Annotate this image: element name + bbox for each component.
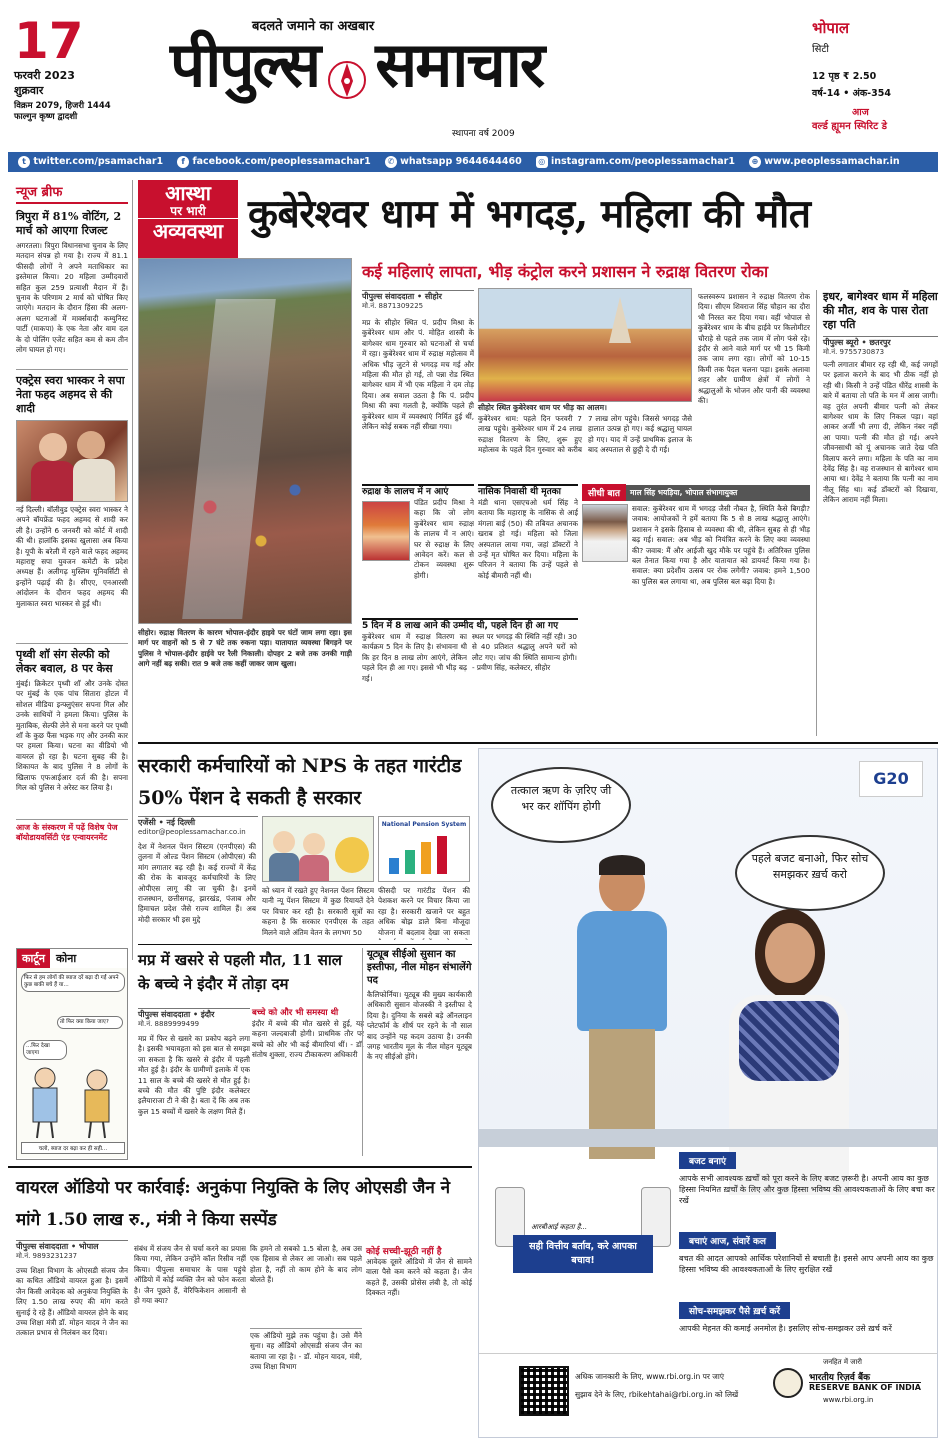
brief-headline: पृथ्वी शॉ संग सेल्फी को लेकर बवाल, 8 पर केस	[16, 648, 113, 675]
volume: वर्ष-14 • अंक-354	[812, 88, 891, 99]
measles-kicker: बच्चे को और भी समस्या थी	[252, 1008, 339, 1018]
brief-body: मुंबई। क्रिकेटर पृथ्वी शॉ और उनके दोस्त पर मुंबई के एक पांच सितारा होटल में सोशल मीडिया इन्फ्लुएंसर सपना गिल और उनके साथियों ने हमला किया। पुलिस के मुताबिक, सेल्फी लेने से मना करने पर पृथ्वी शॉ के कुछ फैंस भड़क गए और उनकी कार पर हमला किया। घटना का वीडियो भी वायरल हो रहा है। घटना सुबह की है। शिकायत के बाद पुलिस ने 8 लोगों के खिलाफ एफआईआर दर्ज की है। सपना गिल को पुलिस ने अरेस्ट कर लिया है।	[16, 679, 128, 793]
rudraksh-box	[362, 484, 474, 616]
bageshwar-body: पत्नी लगातार बीमार रह रही थी, कई जगहों पर इलाज कराने के बाद भी ठीक नहीं हो रही थी। किसी ने उन्हें पंडित धीरेंद्र शास्त्री के बारे में बताया तो पति के मन में आस जागी। वह तुरंत अपनी बीमार पत्नी को लेकर बागेश्वर धाम के लिए निकल पड़ा। वहां आकर अर्जी भी लगा दी, लेकिन नंबर नहीं आ पाया। पत्नी की मौत हो गई। अपने जीवनसाथी को यूं अचानक जाते देख पति विलाप करने लगा। महिला के पति का नाम देवेंद्र सिंह है। वह राजस्थान से बागेश्वर धाम आया था। देवेंद्र ने बताया कि पत्नी का नाम नीलू सिंह था। कई डॉक्टरों को दिखाया, लेकिन आराम नहीं मिला।	[823, 360, 938, 505]
ad-foot-1: अधिक जानकारी के लिए, www.rbi.org.in पर जाएं	[575, 1372, 724, 1381]
ad-section-3	[679, 1299, 935, 1334]
pension-illustration	[262, 816, 374, 882]
nashik-kicker: नासिक निवासी थी मृतका	[478, 487, 561, 497]
nps-logo-box	[378, 816, 470, 882]
audio-byline: पीपुल्स संवाददाता • भोपाल मो.नं. 9893231237	[16, 1240, 128, 1261]
date-month: फरवरी 2023	[14, 69, 75, 82]
logo-word-right: समाचार	[375, 28, 544, 101]
instagram-icon: ◎	[536, 156, 548, 168]
nps-headline: सरकारी कर्मचारियों को NPS के तहत गारंटीड 50% पेंशन दे सकती है सरकार	[138, 755, 462, 809]
ad-section-1	[679, 1149, 935, 1206]
lead-kicker	[138, 180, 238, 258]
measles-body: मप्र में फिर से खसरे का प्रकोप बढ़ने लगा है। इसकी भयावहता को इस बात से समझा जा सकता है कि खसरे से इंदौर में पहली मौत हुई है। इंदौर के ग्रामीणों इलाके में एक 11 साल के बच्चे की खसरे से मौत हुई है। बच्चे की मौत की पुष्टि इंदौर कलेक्टर इलैयाराजा टी ने की है। बता दें कि अब तक कुल 15 बच्चों में खसरे के लक्षण मिले हैं।	[138, 1034, 250, 1116]
audio-side	[366, 1244, 472, 1432]
pension-chart-icon	[379, 828, 469, 878]
tithi: फाल्गुन कृष्ण द्वादशी	[14, 112, 78, 122]
audio-side-body: आवेदक दूसरे ऑडियो में जैन से सामने वाला पैसे कम करने को कहता है। जैन कहते हैं, उसकी प्रोसेस लंबी है, तो कोई दिक्कत नहीं।	[366, 1257, 472, 1298]
couple-photo	[16, 420, 128, 502]
instagram-link[interactable]: ◎ instagram.com/peoplessamachar1	[536, 156, 735, 168]
pages-price: 12 पृष्ठ ₹ 2.50	[812, 71, 877, 82]
kicker-line-2: पर भारी	[170, 204, 206, 218]
brief-item-2	[16, 369, 128, 639]
cartoon-bubble-1: फिर से हम लोगों की ब्याज दरें बढ़ा दी गईं अपने कुछ बाकी बचे हैं या...	[21, 972, 125, 992]
cartoon-drawing	[17, 968, 127, 1158]
nps-chart-title: National Pension System	[381, 821, 467, 828]
g20-logo: G20	[859, 761, 923, 797]
rbi-name-hindi: भारतीय रिज़र्व बैंक	[809, 1373, 871, 1383]
rbi-advertisement	[478, 748, 938, 1438]
weekday: शुक्रवार	[14, 84, 44, 97]
audio-headline: वायरल ऑडियो पर कार्रवाई: अनुकंपा नियुक्ति के लिए ओएसडी जैन ने मांगे 1.50 लाख रु., मंत्री ने किया सस्पेंड	[16, 1178, 451, 1230]
man-illustration	[563, 859, 683, 1159]
measles-quote: इंदौर में बच्चे की मौत खसरे से हुई, यह कहना जल्दबाजी होगी। प्राथमिक तौर पर बच्चे को और भी कई बीमारियां थीं। - डॉ. संतोष शुक्ला, राज्य टीकाकरण अधिकारी	[252, 1019, 364, 1060]
nps-body-col-3: फीसदी पर गारंटीड पेंशन की पेशकश करने पर विचार किया जा रहा है। सरकारी खजाने पर बहुत अधिक बोझ डाले बिना मौजूदा योजना में बदलाव देखा जा सकता	[378, 886, 470, 937]
rbi-issued: जनहित में जारी	[823, 1358, 862, 1366]
date-block	[14, 12, 144, 122]
lead-headline: कुबेरेश्वर धाम में भगदड़, महिला की मौत	[248, 191, 811, 237]
nps-body-col-2: को ध्यान में रखते हुए नेशनल पेंशन सिस्टम यानी न्यू पेंशन सिस्टम में कुछ रियायतें देने पर विचार कर रही है। सरकारी सूत्रों का कहना है कि सरकार एनपीएस के तहत मिलने वाले अंतिम वेतन के लगभग 50	[262, 886, 374, 937]
banner-big-text: सही वित्तीय बर्ताव, करे आपका बचाव!	[513, 1235, 653, 1273]
newspaper-logo	[170, 30, 770, 102]
today-text: वर्ल्ड ह्यूमन स्पिरिट डे	[812, 121, 887, 132]
rbi-url[interactable]: www.rbi.org.in	[823, 1396, 874, 1404]
devotees-photo-caption: सीहोर स्थित कुबेरेश्वर धाम पर भीड़ का आलम।	[478, 403, 607, 412]
brief-headline: त्रिपुरा में 81% वोटिंग, 2 मार्च को आएगा रिजल्ट	[16, 210, 122, 237]
date-day: 17	[14, 12, 84, 70]
special-page-promo: आज के संस्करण में पढ़ें विशेष पेज बॉयोडायवर्सिटी एंड एन्वायरनमेंट	[16, 819, 128, 843]
masthead	[0, 0, 945, 152]
measles-byline: पीपुल्स संवाददाता • इंदौर मो.नं. 8889999499	[138, 1008, 250, 1029]
rudraksh-body: पंडित प्रदीप मिश्रा ने कहा कि जो लोग कुबेरेश्वर धाम रुद्राक्ष के लालच में न आएं। घर से रुद्राक्ष के लिए आवेदन करें। कल से टोकन व्यवस्था शुरू होगी।	[414, 498, 474, 580]
ad-section-1-body: आपके सभी आवश्यक ख़र्चों को पूरा करने के लिए बजट ज़रूरी है। अपनी आय का कुछ हिस्सा नियमित ख़र्चों के लिए और कुछ हिस्सा भविष्य की आवश्यकताओं के लिए बचा कर रखें	[679, 1174, 935, 1205]
interview-box	[582, 484, 810, 736]
cartoon-label-b: कोना	[55, 952, 77, 965]
whatsapp-icon: ✆	[385, 156, 397, 168]
tagline: बदलते जमाने का अखबार	[252, 19, 375, 34]
measles-side	[252, 1008, 364, 1154]
lead-subhead: कई महिलाएं लापता, भीड़ कंट्रोल करने प्रशासन ने रुद्राक्ष वितरण रोका	[362, 262, 769, 281]
globe-icon: ⊕	[749, 156, 761, 168]
audio-body-col-3: कि हमने तो सबको 1.5 बोला है, अब उस एक हिसाब से लेकर आ जाओ। सब पहले होता है, नहीं तो काम होने के बाद लोग बोलते हैं।	[250, 1244, 362, 1285]
audio-side-kicker: कोई सच्ची-झूठी नहीं है	[366, 1247, 442, 1257]
whatsapp-link[interactable]: ✆ whatsapp 9644644460	[385, 156, 522, 168]
cartoon-bubble-3: ...फिर देखा जाएगा	[23, 1040, 67, 1060]
pandit-photo	[362, 501, 410, 561]
qr-code[interactable]	[519, 1366, 569, 1416]
twitter-link[interactable]: t twitter.com/psamachar1	[18, 156, 163, 168]
rbi-banner	[495, 1187, 671, 1317]
collector-quote: स्थल पर भगदड़ की स्थिति नहीं रही। 30 से 40 प्रतिशत श्रद्धालु अपने घरों को लौट गए। जांच की स्थिति सामान्य होगी। - प्रवीण सिंह, कलेक्टर, सीहोर	[472, 632, 577, 673]
established: स्थापना वर्ष 2009	[452, 129, 515, 139]
kicker-line-1: आस्था	[165, 181, 211, 205]
nashik-box	[478, 484, 578, 616]
ad-section-2-title: बचाएं आज, संवारें कल	[679, 1232, 776, 1249]
twitter-icon: t	[18, 156, 30, 168]
bubble-right: पहले बजट बनाओ, फिर सोच समझकर ख़र्च करो	[735, 835, 885, 911]
social-bar	[8, 152, 938, 172]
brief-body: नई दिल्ली। बॉलीवुड एक्ट्रेस स्वरा भास्कर ने अपने बॉयफ्रेंड फहद अहमद से शादी कर ली है। उन्होंने 6 जनवरी को कोर्ट में शादी की थी। हालांकि इसका खुलासा अब किया है। यूपी के बरेली में रहने वाले फहद अहमद महाराष्ट्र सपा युवजन कमेटी के प्रदेश अध्यक्ष हैं। अलीगढ़ मुस्लिम यूनिवर्सिटी से इन्होंने पढ़ाई की है। सीएए, एनआरसी आंदोलन के दौरान फहद अहमद की मुलाकात स्वरा भास्कर से हुई थी।	[16, 505, 128, 608]
cartoon-label: कार्टून	[17, 949, 50, 968]
vikram-samvat: विक्रम 2079, हिजरी 1444	[14, 101, 111, 111]
edition-block	[812, 18, 940, 132]
cartoon-caption: चलो, ब्याज दर बढ़ा कर ही सही...	[21, 1142, 125, 1154]
bageshwar-story: इधर, बागेश्वर धाम में महिला की मौत, शव के पास रोता रहा पति पीपुल्स ब्यूरो • छतरपुर मो.नं. 9755730873 पत्नी लगातार बीमार रह रही थी, कई जगहों पर इलाज कराने के बाद भी ठीक नहीं हो रही थी। किसी ने उन्हें पंडित धीरेंद्र शास्त्री के बारे में बताया तो पति के मन में आस जागी। वह तुरंत अपनी बीमार पत्नी को लेकर बागेश्वर धाम के लिए निकल पड़ा। वहां आकर अर्जी भी लगा दी, लेकिन नंबर नहीं आ पाया। पत्नी की मौत हो गई। अपने जीवनसाथी को यूं अचानक जाते देख पति विलाप करने लगा। महिला के पति का नाम देवेंद्र सिंह है। वह राजस्थान से बागेश्वर धाम आया था। देवेंद्र ने बताया कि पत्नी का नाम नीलू सिंह था। कई डॉक्टरों को दिखाया, लेकिन आराम नहीं मिला।	[816, 290, 938, 736]
devotees-photo	[478, 288, 692, 402]
audio-body-col-2: संबंध में संजय जैन से चर्चा करने का प्रयास किया गया, लेकिन उन्होंने कॉल रिसीव नहीं किया। पीपुल्स समाचार के पास पहुंचे ऑडियो में कोई व्यक्ति जैन को फोन करता है। जैन पूछते हैं, वेरिफिकेशन आसानी से हो गया क्या?	[134, 1244, 246, 1306]
nps-body-col-1: देश में नेशनल पेंशन सिस्टम (एनपीएस) की तुलना में ओल्ड पेंशन सिस्टम (ओपीएस) की मांग लगातार बढ़ रही है। कई राज्यों में केंद्र की रोक के बावजूद कर्मचारियों के लिए ओपीएस लागू की जा चुकी है। इनमें राजस्थान, छत्तीसगढ़, झारखंड, पंजाब और हिमाचल प्रदेश जैसे राज्य शामिल हैं। अब मोदी सरकार भी इस मुद्दे	[138, 842, 256, 924]
logo-pen-icon	[324, 57, 370, 107]
city: भोपाल	[812, 19, 850, 37]
website-link[interactable]: ⊕ www.peoplessamachar.in	[749, 156, 900, 168]
ad-section-2	[679, 1229, 935, 1275]
brief-label: न्यूज ब्रीफ	[16, 182, 128, 204]
lead-body-col-3: फलस्वरूप प्रशासन ने रुद्राक्ष वितरण रोक दिया। सीएम शिवराज सिंह चौहान का दौरा भी निरस्त कर दिया गया। वहीं भोपाल से कुबेरेश्वर धाम के बीच हाईवे पर किलोमीटर चौराहे से पहले तक जाम में लोग फंसे रहे। इंदौर से आने वाले मार्ग पर भी 15 किमी तक जाम लगा रहा। लोगों को 10-15 किमी तक पैदल चलना पड़ा। इसके अलावा शहर और ग्रामीण क्षेत्रों में लोगों ने श्रद्धालुओं के भोजन और पानी की व्यवस्था की।	[698, 292, 810, 406]
cartoon-corner	[16, 948, 128, 1160]
cartoon-figures	[21, 1064, 125, 1140]
facebook-icon: f	[177, 156, 189, 168]
traffic-jam-photo	[138, 258, 352, 624]
youtube-body: कैलिफोर्निया। यूट्यूब की मुख्य कार्यकारी अधिकारी सुसान वोजस्की ने इस्तीफा दे दिया है। दुनिया के सबसे बड़े ऑनलाइन प्लेटफॉर्म के शीर्ष पर रहने के नौ साल बाद उन्होंने यह कदम उठाया है। उनकी जगह भारतीय मूल के नील मोहन यूट्यूब के नए सीईओ होंगे।	[367, 990, 472, 1062]
brief-headline: एक्ट्रेस स्वरा भास्कर ने सपा नेता फहद अहमद से की शादी	[16, 374, 125, 415]
lead-byline: पीपुल्स संवाददाता • सीहोर मो.नं. 8871309225	[362, 290, 474, 311]
brief-item-1	[16, 210, 128, 365]
bubble-left: तत्काल ऋण के ज़रिए जी भर कर शॉपिंग होगी	[491, 767, 631, 843]
commissioner-photo	[582, 504, 628, 562]
facebook-link[interactable]: f facebook.com/peoplessamachar1	[177, 156, 371, 168]
brief-item-3	[16, 643, 128, 815]
cartoon-bubble-2: तो फिर क्या किया जाए?	[57, 1016, 123, 1029]
ad-footer	[479, 1353, 938, 1438]
banner-small-text: आरबीआई कहता है...	[531, 1223, 588, 1231]
rbi-name-english: RESERVE BANK OF INDIA	[809, 1383, 921, 1392]
interview-name: माल सिंह भयड़िया, भोपाल संभागायुक्त	[626, 485, 810, 501]
ad-section-2-body: बचत की आदत आपको आर्थिक परेशानियों से बचाती है। इससे आप अपनी आय का कुछ हिस्सा भविष्य की आवश्यकताओं के लिए सुरक्षित रखें	[679, 1254, 934, 1274]
audio-body-col-1: उच्च शिक्षा विभाग के ओएसडी संजय जैन का कथित ऑडियो वायरल हुआ है। इसमें जैन किसी आवेदक को अनुकंपा नियुक्ति के लिए 1.50 लाख रुपए की मांग करते सुनाई दे रहे हैं। ऑडियो वायरल होने के बाद उच्च शिक्षा मंत्री डॉ. मोहन यादव ने जैन का तत्काल प्रभाव से निलंबन कर दिया।	[16, 1266, 128, 1338]
kicker-line-3: अव्यवस्था	[138, 218, 238, 243]
crowd-expectation	[362, 618, 578, 736]
logo-word-left: पीपुल्स	[170, 28, 320, 101]
rbi-emblem-icon	[773, 1368, 803, 1398]
nps-byline: एजेंसी • नई दिल्ली editor@peoplessamachar.co.in	[138, 816, 258, 836]
ad-foot-2: सुझाव देने के लिए, rbikehtahai@rbi.org.in को लिखें	[575, 1390, 739, 1399]
interview-tag: सीधी बात	[582, 484, 626, 501]
crowd-headline: 5 दिन में 8 लाख आने की उम्मीद थी, पहले दिन ही आ गए	[362, 621, 559, 631]
brief-body: अगरतला। त्रिपुरा विधानसभा चुनाव के लिए मतदान संपन्न हो गया है। राज्य में 81.1 फीसदी लोगों ने अपने मताधिकार का इस्तेमाल किया। 20 महिला उम्मीदवारों सहित कुल 259 प्रत्याशी मैदान में हैं। चुनाव के परिणाम 2 मार्च को घोषित किए जाएंगे। मतदान के दौरान हिंसा की अलग-अलग घटनाओं में मार्क्सवादी कम्युनिस्ट पार्टी (माकपा) के एक नेता और वाम दल के दो पोलिंग एजेंट सहित कम से कम तीन लोग घायल हो गए।	[16, 241, 128, 355]
ad-section-1-title: बजट बनाएं	[679, 1152, 736, 1169]
measles-headline: मप्र में खसरे से पहली मौत, 11 साल के बच्चे ने इंदौर में तोड़ा दम	[138, 951, 342, 993]
lead-body-col-2: कुबेरेश्वर धाम: पहले दिन फरवरी 7 लाख पहुंचे। कुबेरेश्वर धाम में 24 लाख रुद्राक्ष वितरण के लिए, शुरू हुए महोत्सव के पहले दिन गुरुवार को करीब 7 लाख लोग पहुंचे। जिससे भगदड़ जैसे हालात उत्पन्न हो गए। कई श्रद्धालु घायल हो गए। याद में उन्हें प्राथमिक इलाज के बाद अस्पताल से छुट्टी दे दी गई।	[478, 414, 692, 455]
ad-section-3-title: सोच-समझकर पैसे ख़र्च करें	[679, 1302, 790, 1319]
room-floor	[479, 1129, 938, 1147]
youtube-headline: यूट्यूब सीईओ सुसान का इस्तीफा, नील मोहन संभालेंगे पद	[367, 949, 472, 986]
bageshwar-headline: इधर, बागेश्वर धाम में महिला की मौत, शव के पास रोता रहा पति	[823, 290, 938, 331]
edition: सिटी	[812, 44, 829, 55]
interview-body: सवाल: कुबेरेश्वर धाम में भगदड़ जैसी नौबत है, स्थिति कैसे बिगड़ी? जवाब: आयोजकों ने हमें बताया कि 5 से 8 लाख श्रद्धालु आएंगे। प्रशासन ने इसके हिसाब से व्यवस्था की थी, लेकिन सुबह से ही भीड़ बढ़ गई। सवाल: अब भीड़ को नियंत्रित करने के लिए क्या व्यवस्था की? जवाब: मैं और आईजी खुद मौके पर पहुंचे हैं। अतिरिक्त पुलिस बल तैनात किया गया है और यातायात को डायवर्ट किया गया है। सवाल: क्या प्रदेशीय उत्सव पर रोक लगेगी? जवाब: हमने 1,500 का पुलिस बल लगाया था, अब पुलिस बल बढ़ा दिया है।	[632, 504, 810, 586]
crowd-body: कुबेरेश्वर धाम में रुद्राक्ष वितरण का कार्यक्रम 5 दिन के लिए है। संभावना थी कि हर दिन 8 लाख लोग आएंगे, लेकिन पहले दिन ही आ गए। इससे भी भीड़ बढ़ गई।	[362, 632, 467, 683]
traffic-jam-caption: सीहोर। रुद्राक्ष वितरण के कारण भोपाल-इंदौर हाइवे पर घंटों जाम लगा रहा। इस मार्ग पर वाहनों को 5 से 7 घंटे तक रुकना पड़ा। यातायात व्यवस्था बिगड़ने पर पुलिस ने भोपाल-इंदौर हाईवे पर रैली निकाली। दोपहर 2 बजे तक उनकी गाड़ी आगे नहीं बढ़ सकी। रात 9 बजे तक कहीं जाकर जाम खुला।	[138, 628, 352, 669]
youtube-story	[362, 948, 472, 1156]
minister-quote: एक ऑडियो मुझे तक पहुंचा है। उसे मैंने सुना। वह ऑडियो ओएसडी संजय जैन का बताया जा रहा है। - डॉ. मोहन यादव, मंत्री, उच्च शिक्षा विभाग	[250, 1328, 362, 1430]
ad-section-3-body: आपकी मेहनत की कमाई अनमोल है। इसलिए सोच-समझकर उसे ख़र्च करें	[679, 1324, 892, 1333]
nashik-body: मंडी थाना एसएचओ धर्म सिंह ने बताया कि महाराष्ट्र के नासिक से आई मंगला बाई (50) की तबियत अचानक खराब हो गई। महिला को जिला अस्पताल लाया गया, जहां डॉक्टरों ने उन्हें मृत घोषित कर दिया। महिला के परिजन ने बताया कि उन्हें पहले से कोई बीमारी नहीं थी।	[478, 498, 578, 580]
news-brief-column	[16, 182, 128, 942]
today-label: आज	[852, 107, 869, 118]
lead-body-col-1: मप्र के सीहोर स्थित पं. प्रदीप मिश्रा के कुबेरेश्वर धाम और पं. मोहित शास्त्री के बागेश्वर धाम गुरुवार को घटनाओं से चर्चा में रहा। कुबेरेश्वर धाम में रुद्राक्ष महोत्सव में अधिक भीड़ जुटने से भगदड़ मच गई और महिला की मौत हो गई, तो पन्ना रोड स्थित बागेश्वर धाम में भी एक महिला ने दम तोड़ दिया। अब सवाल उठता है कि पं. प्रदीप मिश्रा की क्या गलती है, क्योंकि पहले ही कुबेरेश्वर धाम में व्यवस्थाएं निर्मित हुई थीं, लेकिन कोई सबक नहीं सीखा गया।	[362, 318, 474, 432]
rudraksh-kicker: रुद्राक्ष के लालच में न आएं	[362, 487, 449, 497]
audio-col-3	[250, 1244, 362, 1432]
